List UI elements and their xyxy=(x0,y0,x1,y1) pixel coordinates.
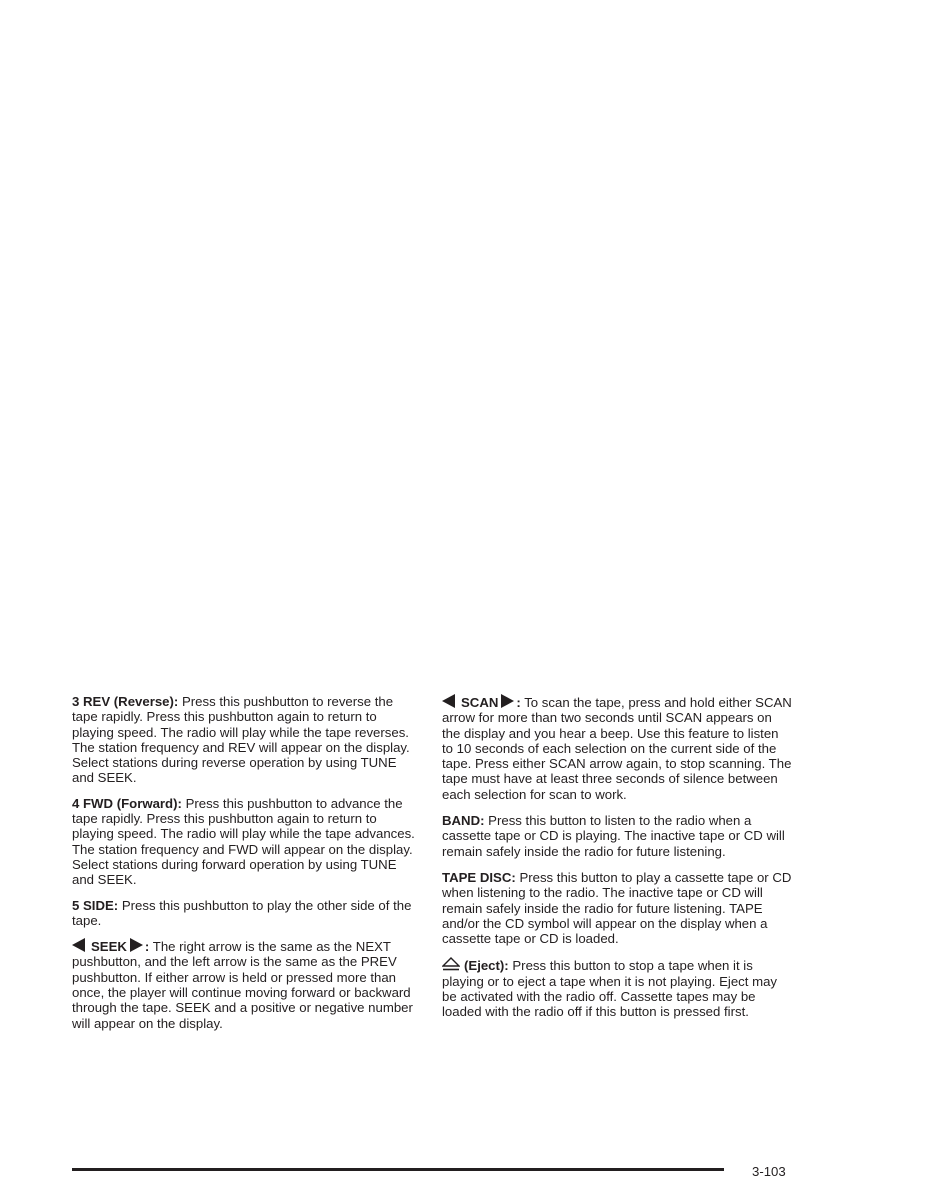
footer-rule xyxy=(72,1168,724,1171)
fwd-text: Press this pushbutton to advance the tape rapidly. Press this pushbutton again to return to playing speed. The radio will play while the tape advances. The station frequency and FWD will appear on the display. Select stations during forward operation by using TUNE and SEEK. xyxy=(72,795,415,888)
side-paragraph xyxy=(72,898,420,929)
band-term: BAND: xyxy=(442,813,485,829)
rev-paragraph xyxy=(72,694,420,786)
eject-paragraph xyxy=(442,957,792,1019)
right-column xyxy=(442,694,792,1031)
rev-text: Press this pushbutton to reverse the tape rapidly. Press this pushbutton again to return to playing speed. The radio will play while the tape reverses. The station frequency and REV will appear on the display. Select stations during reverse operation by using TUNE and SEEK. xyxy=(72,694,410,786)
right-arrow-icon xyxy=(130,938,143,952)
scan-paragraph xyxy=(442,694,792,802)
band-text: Press this button to listen to the radio when a cassette tape or CD is playing. The inactive tape or CD will remain safely inside the radio for future listening. xyxy=(442,813,785,859)
left-arrow-icon xyxy=(72,938,85,952)
scan-term: SCAN xyxy=(461,695,499,710)
eject-text: Press this button to stop a tape when it is playing or to eject a tape when it is not playing. Eject may be activated with the radio off. Cassette tapes may be loaded with the radio off if this button is pressed first. xyxy=(442,958,777,1020)
scan-colon: : xyxy=(516,695,521,710)
side-term: 5 SIDE: xyxy=(72,897,119,913)
seek-term: SEEK xyxy=(91,939,127,955)
scan-text: To scan the tape, press and hold either SCAN arrow for more than two seconds until SCAN appears on the display and you hear a beep. Use this feature to listen to 10 seconds of each selection on the current side of the tape. Press either SCAN arrow again, to stop scanning. The tape must have at least three seconds of silence between each selection for scan to work. xyxy=(442,695,792,802)
tape-disc-paragraph xyxy=(442,870,792,946)
left-column xyxy=(72,694,420,1041)
left-arrow-icon xyxy=(442,694,455,708)
tape-disc-term: TAPE DISC: xyxy=(442,869,516,885)
fwd-paragraph xyxy=(72,796,420,888)
right-arrow-icon xyxy=(501,694,514,708)
eject-icon xyxy=(442,957,460,972)
page-number: 3-103 xyxy=(752,1164,786,1179)
fwd-term: 4 FWD (Forward): xyxy=(72,795,182,811)
eject-term: (Eject): xyxy=(464,958,509,974)
band-paragraph xyxy=(442,813,792,859)
seek-colon: : xyxy=(144,939,150,955)
seek-paragraph xyxy=(72,938,420,1031)
seek-text: The right arrow is the same as the NEXT pushbutton, and the left arrow is the same as the PREV pushbutton. If either arrow is held or pressed more than once, the player will continue moving forward or backward through the tape. SEEK and a positive or negative number will appear on the display. xyxy=(72,939,413,1031)
tape-disc-text: Press this button to play a cassette tape or CD when listening to the radio. The inactive tape or CD will remain safely inside the radio for future listening. TAPE and/or the CD symbol will appear on the display when a cassette tape or CD is loaded. xyxy=(442,869,792,947)
side-text: Press this pushbutton to play the other side of the tape. xyxy=(72,897,412,928)
rev-term: 3 REV (Reverse): xyxy=(72,694,179,709)
